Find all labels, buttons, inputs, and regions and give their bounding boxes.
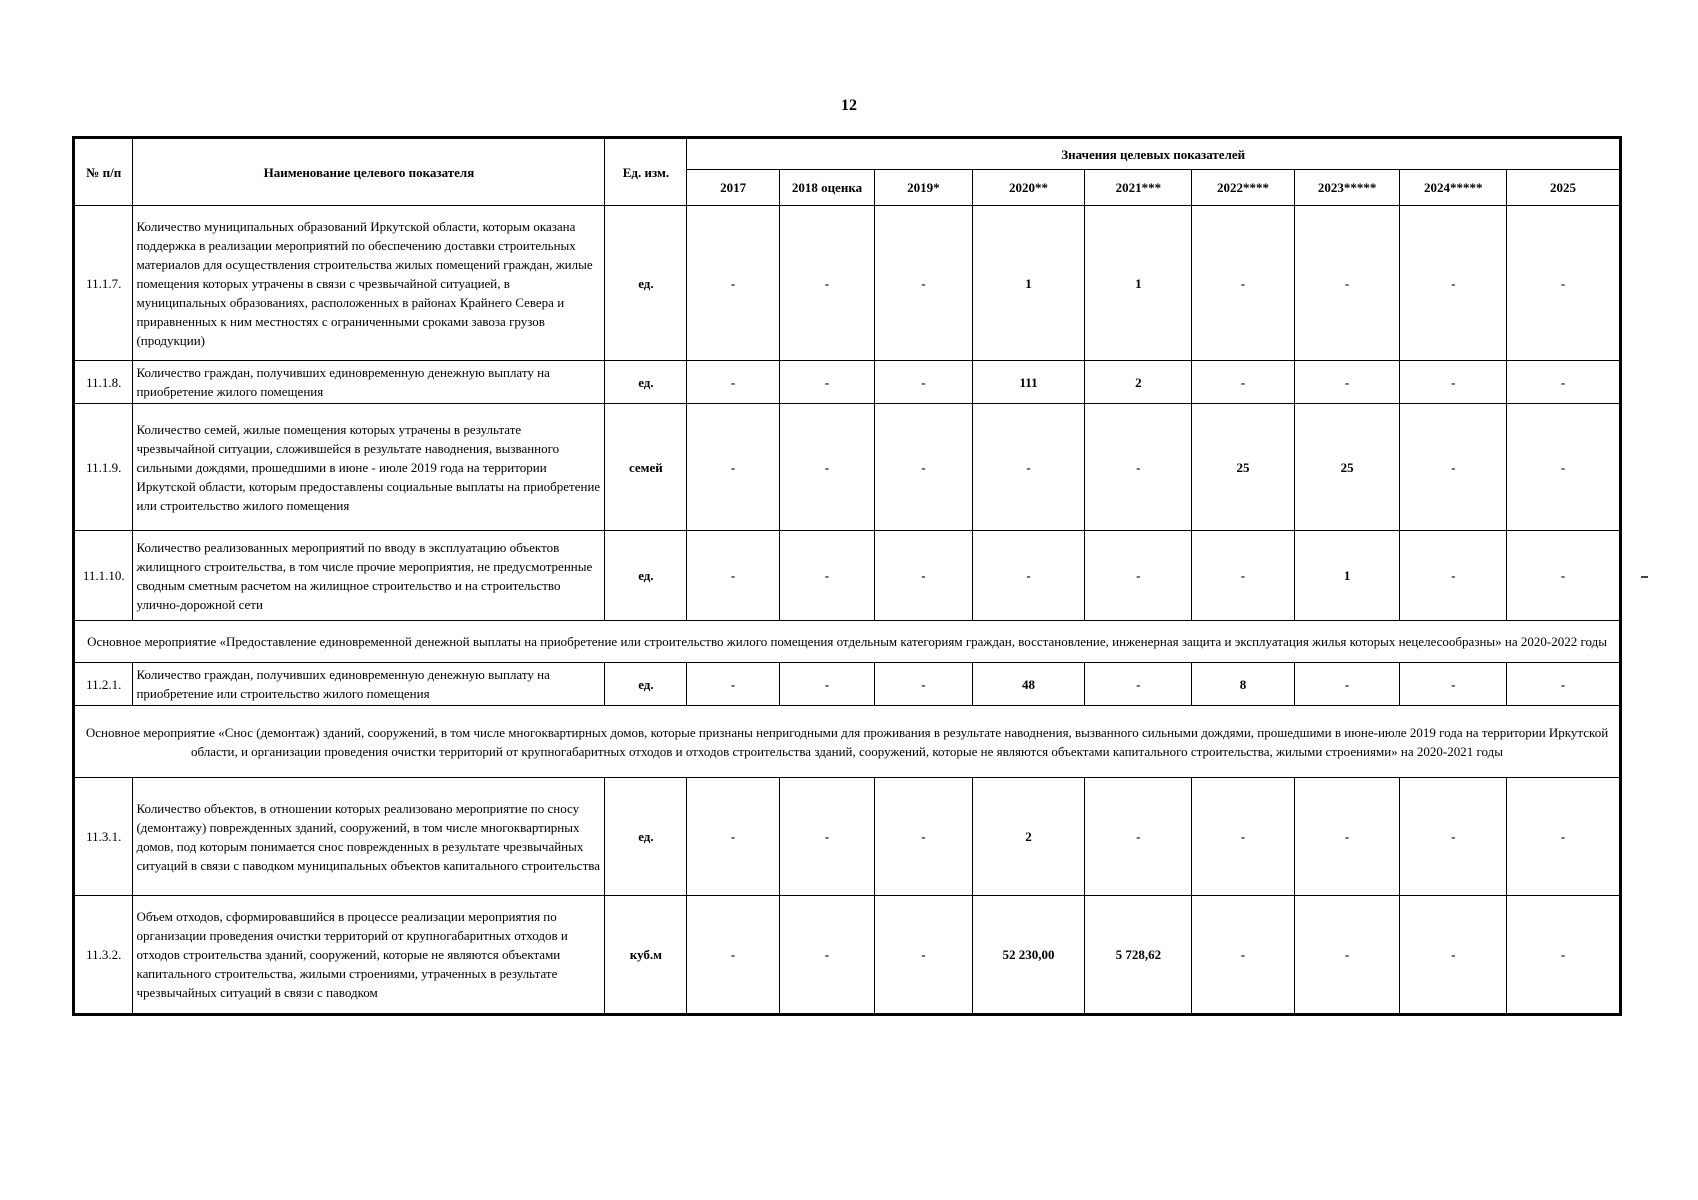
section-row [75,621,1620,663]
indicator-value: - [1400,778,1507,896]
indicator-value: - [1294,663,1400,706]
col-header-year: 2023***** [1294,170,1400,206]
row-number: 11.1.7. [75,206,133,361]
col-header-group: Значения целевых показателей [687,139,1620,170]
indicator-value: - [1507,896,1620,1014]
indicator-value: - [1085,663,1192,706]
indicator-value: - [1294,896,1400,1014]
indicator-value: - [1400,404,1507,531]
col-header-year: 2020** [972,170,1085,206]
indicators-table [74,138,1620,1014]
section-row [75,706,1620,778]
indicator-name: Количество муниципальных образований Иркутской области, которым оказана поддержка в реализации мероприятий по обеспечению доставки строительных материалов для осуществления строительства жилых помещений граждан, жилые помещения которых утрачены в связи с чрезвычайной ситуацией, в муниципальных образованиях, расположенных в районах Крайнего Севера и приравненных к ним местностях с ограниченными сроками завоза грузов (продукции) [133,206,605,361]
indicator-value: - [875,404,972,531]
indicator-value: - [687,778,779,896]
col-header-unit: Ед. изм. [605,139,687,206]
indicator-value: - [1507,663,1620,706]
indicator-value: - [1192,896,1295,1014]
indicator-value: - [875,778,972,896]
table-row [75,404,1620,531]
indicator-value: - [1507,361,1620,404]
col-header-year: 2025 [1507,170,1620,206]
indicator-value: - [1085,404,1192,531]
col-header-year: 2019* [875,170,972,206]
indicator-value: - [1192,531,1295,621]
indicator-value: - [1400,531,1507,621]
indicator-value: - [779,531,874,621]
table-row [75,778,1620,896]
indicator-value: 1 [1085,206,1192,361]
col-header-year: 2021*** [1085,170,1192,206]
indicator-name: Количество граждан, получивших единовременную денежную выплату на приобретение или строительство жилого помещения [133,663,605,706]
indicator-value: 1 [1294,531,1400,621]
indicator-value: - [875,206,972,361]
indicator-value: 1 [972,206,1085,361]
indicator-value: - [1507,778,1620,896]
indicator-value: - [779,361,874,404]
section-title: Основное мероприятие «Предоставление единовременной денежной выплаты на приобретение или строительство жилого помещения отдельным категориям граждан, восстановление, инженерная защита и эксплуатация жилья которых нецелесообразны» на 2020-2022 годы [75,621,1620,663]
indicator-value: 111 [972,361,1085,404]
indicator-value: - [687,206,779,361]
indicator-value: - [1294,778,1400,896]
indicator-value: - [687,531,779,621]
indicator-value: - [1192,778,1295,896]
indicator-value: - [1085,531,1192,621]
row-number: 11.1.10. [75,531,133,621]
indicator-value: - [972,531,1085,621]
indicator-value: 52 230,00 [972,896,1085,1014]
indicator-unit: ед. [605,206,687,361]
indicator-value: - [687,663,779,706]
indicator-value: - [1400,361,1507,404]
indicator-unit: ед. [605,663,687,706]
indicator-value: - [1507,404,1620,531]
row-number: 11.1.8. [75,361,133,404]
indicator-value: - [1507,206,1620,361]
indicator-value: - [779,896,874,1014]
indicator-value: - [875,896,972,1014]
page-number: 12 [841,97,857,114]
indicator-value: - [1400,663,1507,706]
table-row [75,206,1620,361]
table-body [75,206,1620,1014]
indicator-unit: ед. [605,361,687,404]
table-row [75,896,1620,1014]
indicator-value: 8 [1192,663,1295,706]
table-row [75,663,1620,706]
indicator-value: - [1294,206,1400,361]
table-row [75,361,1620,404]
indicator-value: 25 [1294,404,1400,531]
indicator-name: Количество семей, жилые помещения которых утрачены в результате чрезвычайной ситуации, сложившейся в результате наводнения, вызванного сильными дождями, прошедшими в июне - июле 2019 года на территории Иркутской области, которым предоставлены социальные выплаты на приобретение или строительство жилого помещения [133,404,605,531]
indicator-unit: ед. [605,531,687,621]
indicator-unit: семей [605,404,687,531]
indicator-value: - [1192,361,1295,404]
row-number: 11.1.9. [75,404,133,531]
col-header-name: Наименование целевого показателя [133,139,605,206]
indicator-value: - [687,896,779,1014]
indicator-value: - [687,404,779,531]
col-header-num: № п/п [75,139,133,206]
indicator-value: - [1507,531,1620,621]
indicator-value: 2 [1085,361,1192,404]
col-header-year: 2017 [687,170,779,206]
indicator-name: Количество реализованных мероприятий по вводу в эксплуатацию объектов жилищного строительства, в том числе прочие мероприятия, не предусмотренные сводным сметным расчетом на жилищное строительство и на строительство улично-дорожной сети [133,531,605,621]
indicator-value: 2 [972,778,1085,896]
indicator-value: - [779,404,874,531]
indicator-unit: куб.м [605,896,687,1014]
col-header-year: 2018 оценка [779,170,874,206]
indicator-value: 48 [972,663,1085,706]
indicator-value: - [779,778,874,896]
row-number: 11.3.2. [75,896,133,1014]
indicator-value: - [1192,206,1295,361]
indicator-name: Количество объектов, в отношении которых реализовано мероприятие по сносу (демонтажу) поврежденных зданий, сооружений, в том числе многоквартирных домов, под которым понимается снос поврежденных в результате чрезвычайных ситуаций в связи с паводком муниципальных объектов капитального строительства [133,778,605,896]
indicator-value: - [1400,206,1507,361]
indicator-value: - [1294,361,1400,404]
indicator-value: - [1085,778,1192,896]
row-number: 11.3.1. [75,778,133,896]
indicator-value: - [875,531,972,621]
indicator-name: Количество граждан, получивших единовременную денежную выплату на приобретение жилого помещения [133,361,605,404]
indicator-value: - [779,206,874,361]
col-header-year: 2022**** [1192,170,1295,206]
indicator-value: - [972,404,1085,531]
indicator-value: 25 [1192,404,1295,531]
indicator-unit: ед. [605,778,687,896]
indicator-name: Объем отходов, сформировавшийся в процессе реализации мероприятия по организации проведения очистки территорий от крупногабаритных отходов и отходов строительства зданий, сооружений, которые не являются объектами капитального строительства, жилыми строениями, утраченных в результате чрезвычайных ситуаций в связи с паводком [133,896,605,1014]
indicator-value: - [687,361,779,404]
indicator-value: 5 728,62 [1085,896,1192,1014]
indicator-value: - [779,663,874,706]
table-row [75,531,1620,621]
col-header-year: 2024***** [1400,170,1507,206]
scan-mark [1641,576,1648,578]
row-number: 11.2.1. [75,663,133,706]
indicator-value: - [875,361,972,404]
section-title: Основное мероприятие «Снос (демонтаж) зданий, сооружений, в том числе многоквартирных домов, которые признаны непригодными для проживания в результате наводнения, вызванного сильными дождями, прошедшими в июне-июле 2019 года на территории Иркутской области, и организации проведения очистки территорий от крупногабаритных отходов и отходов строительства зданий, сооружений, которые не являются объектами капитального строительства, жилыми строениями» на 2020-2021 годы [75,706,1620,778]
indicator-value: - [875,663,972,706]
indicator-value: - [1400,896,1507,1014]
